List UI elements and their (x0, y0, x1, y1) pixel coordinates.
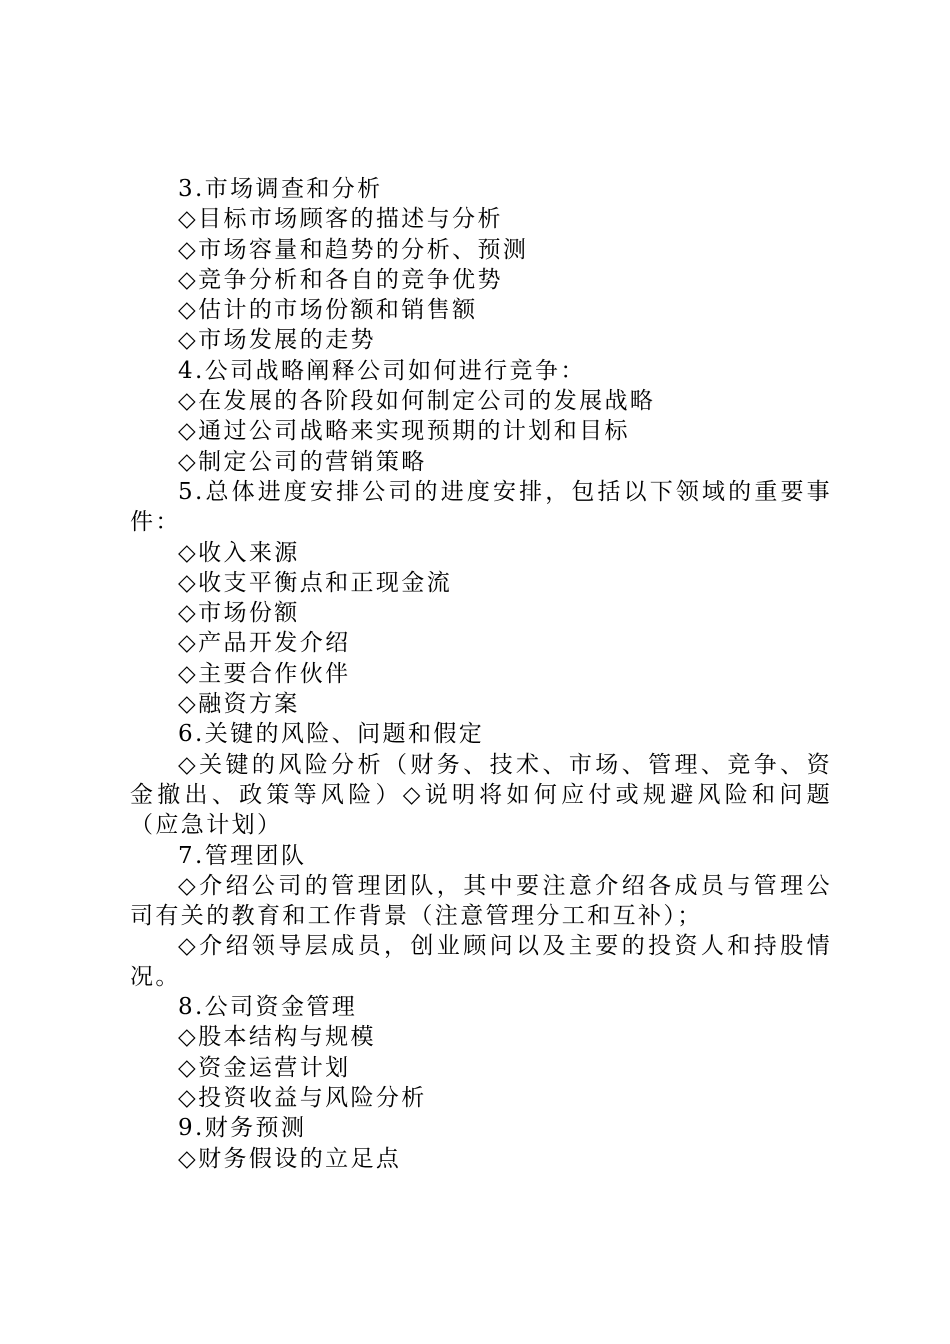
list-item: ◇融资方案 (178, 691, 300, 718)
heading-market-research: 3.市场调查和分析 (178, 176, 383, 202)
list-item: ◇市场容量和趋势的分析、预测 (178, 236, 529, 263)
list-item: ◇估计的市场份额和销售额 (178, 297, 478, 324)
list-item: ◇竞争分析和各自的竞争优势 (178, 266, 503, 293)
list-item: ◇收入来源 (178, 539, 300, 566)
list-item: ◇介绍公司的管理团队，其中要注意介绍各成员与管理公司有关的教育和工作背景（注意管理分工和互补）； (130, 872, 832, 930)
heading-fund-management: 8.公司资金管理 (178, 994, 358, 1021)
heading-schedule: 5.总体进度安排公司的进度安排，包括以下领域的重要事件： (130, 478, 832, 536)
list-item: ◇介绍领导层成员，创业顾问以及主要的投资人和持股情况。 (130, 933, 832, 990)
list-item: ◇市场份额 (178, 600, 300, 627)
list-item: ◇关键的风险分析（财务、技术、市场、管理、竞争、资金撤出、政策等风险）◇说明将如何应付或规避风险和问题（应急计划） (130, 751, 832, 839)
list-item: ◇资金运营计划 (178, 1054, 351, 1081)
heading-company-strategy: 4.公司战略阐释公司如何进行竞争： (178, 357, 586, 384)
list-item: ◇在发展的各阶段如何制定公司的发展战略 (178, 388, 656, 415)
list-item: ◇股本结构与规模 (178, 1024, 376, 1051)
heading-management-team: 7.管理团队 (178, 842, 307, 869)
heading-key-risks: 6.关键的风险、问题和假定 (178, 721, 485, 748)
list-item: ◇通过公司战略来实现预期的计划和目标 (178, 418, 630, 445)
list-item: ◇制定公司的营销策略 (178, 448, 427, 475)
list-item: ◇财务假设的立足点 (178, 1145, 402, 1172)
list-item: ◇主要合作伙伴 (178, 660, 351, 687)
heading-financial-forecast: 9.财务预测 (178, 1115, 307, 1142)
document-body (130, 174, 832, 1174)
list-item: ◇目标市场顾客的描述与分析 (178, 206, 503, 233)
list-item: ◇投资收益与风险分析 (178, 1084, 427, 1111)
list-item: ◇产品开发介绍 (178, 630, 351, 657)
list-item: ◇收支平衡点和正现金流 (178, 569, 453, 596)
list-item: ◇市场发展的走势 (178, 327, 376, 354)
